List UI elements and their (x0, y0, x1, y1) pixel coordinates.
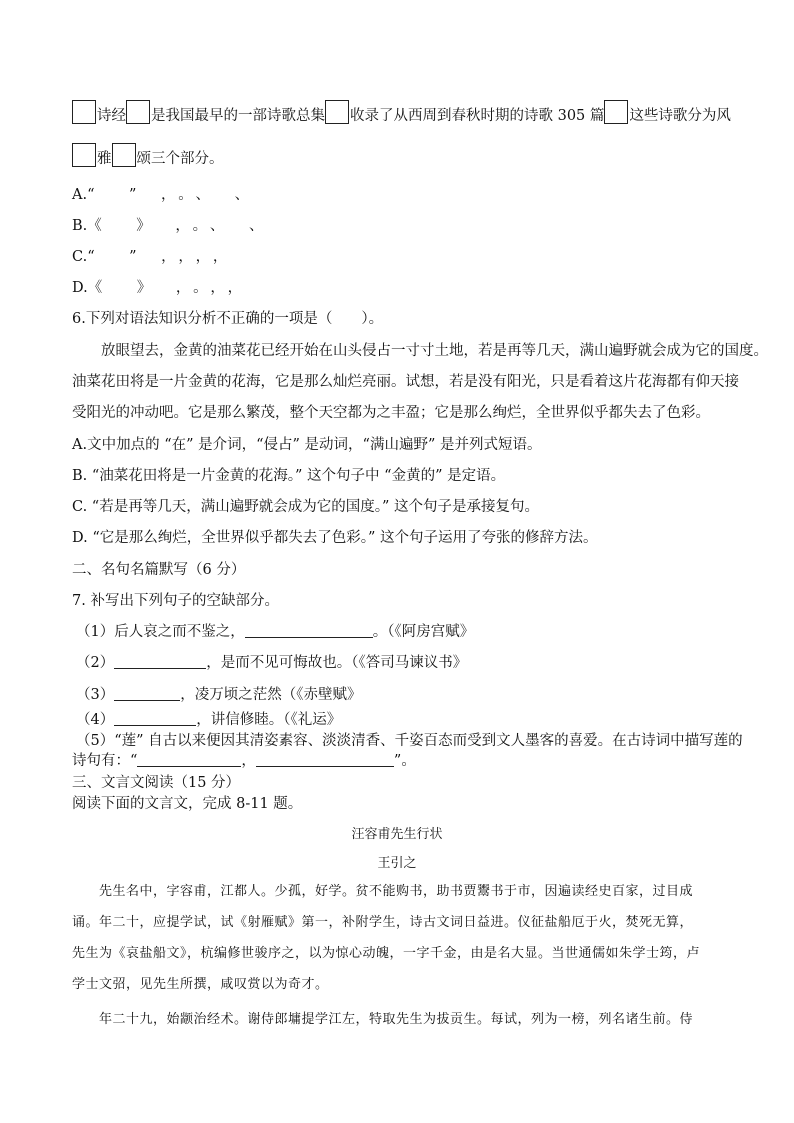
fill-blank[interactable] (256, 752, 394, 767)
q6-option-c[interactable]: C. “若是再等几天，满山遍野就会成为它的国度。” 这个句子是承接复句。 (72, 499, 539, 515)
article-paragraph-line: 诵。年二十，应提学试，试《射雁赋》第一，补附学生，诗古文词日益进。仪征盐船厄于火，焚死无算， (72, 915, 694, 930)
fill-mid: ， (241, 753, 256, 769)
q5-stem-line1 (72, 100, 731, 125)
option-marks: 《 》 ，。、 、 (87, 218, 274, 234)
fill-pre: 诗句有：“ (72, 753, 138, 769)
reading-instruction: 阅读下面的文言文，完成 8-11 题。 (72, 796, 303, 812)
fill-item-1 (76, 623, 474, 641)
fill-pre: （2） (76, 655, 115, 671)
article-paragraph-line: 先生为《哀盐船文》，杭编修世骏序之，以为惊心动魄，一字千金，由是名大显。当世通儒如朱学士筠，卢 (72, 946, 701, 961)
answer-box[interactable] (604, 100, 628, 124)
fill-post: ，讲信修睦。（《礼运》 (196, 712, 342, 728)
option-marks: “ ” ，，，， (87, 249, 238, 265)
answer-box[interactable] (72, 143, 96, 167)
q5-text: 是我国最早的一部诗歌总集 (151, 108, 325, 124)
q6-option-d[interactable]: D. “它是那么绚烂，全世界似乎都失去了色彩。” 这个句子运用了夸张的修辞方法。 (72, 530, 598, 546)
fill-blank[interactable] (114, 711, 196, 726)
section-heading: 三、文言文阅读（15 分） (72, 775, 241, 791)
fill-item-2 (76, 654, 467, 672)
q5-stem-line2 (72, 143, 224, 168)
article-paragraph-line: 先生名中，字容甫，江都人。少孤，好学。贫不能购书，助书贾鬻书于市，因遍读经史百家，过目成 (72, 884, 694, 899)
option-marks: 《 》 ，。，， (87, 280, 253, 296)
option-marks: “ ” ，。、 、 (87, 187, 260, 203)
article-paragraph-line: 学士文弨，见先生所撰，咸叹赏以为奇才。 (72, 977, 329, 992)
q7-stem: 7. 补写出下列句子的空缺部分。 (72, 593, 279, 609)
answer-box[interactable] (72, 100, 96, 124)
fill-item-5-line2 (72, 752, 416, 770)
option-label: C. (72, 249, 88, 265)
q6-option-b[interactable]: B. “油菜花田将是一片金黄的花海。” 这个句子中 “金黄的” 是定语。 (72, 468, 506, 484)
article-author: 王引之 (377, 856, 417, 871)
fill-blank[interactable] (114, 654, 206, 669)
fill-blank[interactable] (245, 623, 373, 638)
fill-item-3 (76, 686, 361, 704)
q6-stem: 6.下列对语法知识分析不正确的一项是（ ）。 (72, 311, 384, 327)
q5-option-b[interactable] (72, 217, 273, 235)
fill-post: 。（《阿房宫赋》 (372, 624, 475, 640)
fill-item-4 (76, 711, 341, 729)
answer-box[interactable] (112, 143, 136, 167)
q5-text: 诗经 (97, 108, 126, 124)
fill-post: ”。 (393, 753, 416, 769)
article-paragraph-line: 年二十九，始颛治经术。谢侍郎墉提学江左，特取先生为拔贡生。每试，列为一榜，列名诸生前。侍 (72, 1012, 694, 1027)
q6-option-a[interactable]: A.文中加点的 “在” 是介词，“侵占” 是动词，“满山遍野” 是并列式短语。 (72, 437, 542, 453)
q5-text: 收录了从西周到春秋时期的诗歌 305 篇 (350, 108, 605, 124)
q5-text: 雅 (97, 151, 112, 167)
q5-option-c[interactable] (72, 248, 237, 266)
article-title: 汪容甫先生行状 (351, 827, 443, 842)
fill-blank[interactable] (114, 686, 180, 701)
q5-option-d[interactable] (72, 279, 252, 297)
answer-box[interactable] (325, 100, 349, 124)
q5-text: 颂三个部分。 (136, 151, 224, 167)
fill-item-5: （5）“莲” 自古以来便因其清姿素容、淡淡清香、千姿百态而受到文人墨客的喜爱。在古诗词中描写莲的 (76, 733, 743, 749)
option-label: B. (72, 218, 88, 234)
q6-passage-line: 放眼望去，金黄的油菜花已经开始在山头侵占一寸寸土地，若是再等几天，满山遍野就会成为它的国度。 (72, 343, 768, 359)
fill-pre: （3） (76, 687, 115, 703)
fill-pre: （4） (76, 712, 115, 728)
fill-blank[interactable] (137, 752, 241, 767)
section-heading: 二、名句名篇默写（6 分） (72, 562, 246, 578)
option-label: D. (72, 280, 88, 296)
option-label: A. (72, 187, 88, 203)
q6-passage-line: 油菜花田将是一片金黄的花海，它是那么灿烂亮丽。试想，若是没有阳光，只是看着这片花海都有仰天接 (72, 374, 739, 390)
q5-text: 这些诗歌分为风 (629, 108, 731, 124)
answer-box[interactable] (126, 100, 150, 124)
q6-passage-line: 受阳光的冲动吧。它是那么繁茂，整个天空都为之丰盈；它是那么绚烂，全世界似乎都失去了色彩。 (72, 405, 710, 421)
fill-post: ，凌万顷之茫然（《赤壁赋》 (180, 687, 362, 703)
q5-option-a[interactable] (72, 186, 259, 204)
fill-pre: （1）后人哀之而不鉴之， (76, 624, 245, 640)
fill-post: ，是而不见可悔故也。（《答司马谏议书》 (206, 655, 468, 671)
